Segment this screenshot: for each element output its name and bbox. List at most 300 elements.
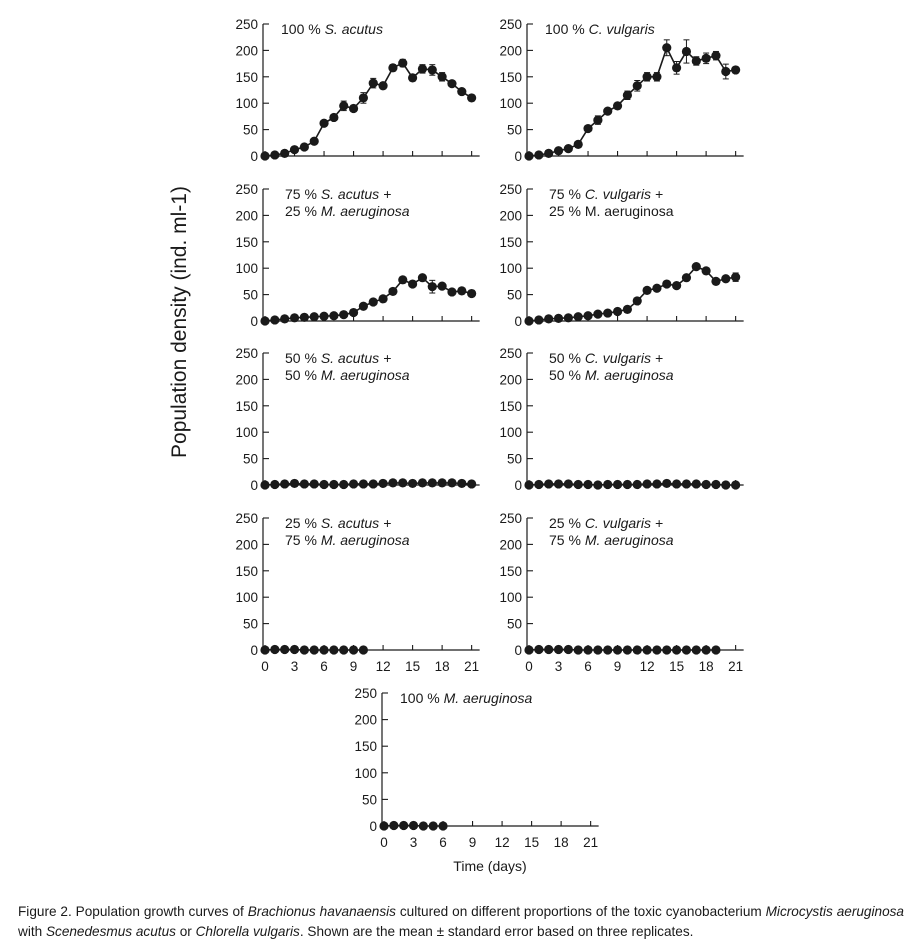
data-point bbox=[457, 286, 466, 295]
x-tick-label: 0 bbox=[380, 835, 388, 850]
data-point bbox=[369, 79, 378, 88]
data-point bbox=[398, 478, 407, 487]
x-tick-label: 9 bbox=[468, 835, 477, 850]
panel-label-line bbox=[549, 186, 663, 202]
x-tick-label: 0 bbox=[261, 659, 269, 674]
y-tick-label: 200 bbox=[235, 537, 258, 553]
data-point bbox=[300, 479, 309, 488]
x-tick-label: 6 bbox=[320, 659, 328, 674]
data-point bbox=[692, 479, 701, 488]
data-point bbox=[583, 645, 592, 654]
y-tick-label: 250 bbox=[235, 17, 258, 32]
data-point bbox=[613, 307, 622, 316]
data-point bbox=[574, 480, 583, 489]
data-point bbox=[623, 480, 632, 489]
panel-label-line bbox=[285, 203, 410, 219]
chart-panel-cv100 bbox=[499, 17, 743, 164]
panel-label-species: M. aeruginosa bbox=[584, 367, 674, 383]
data-point bbox=[389, 821, 398, 830]
data-point bbox=[652, 479, 661, 488]
y-tick-label: 50 bbox=[242, 616, 258, 632]
data-point bbox=[613, 480, 622, 489]
data-point bbox=[721, 480, 730, 489]
caption-italic-3: Scenedesmus acutus bbox=[45, 923, 176, 939]
data-point bbox=[310, 312, 319, 321]
data-point bbox=[329, 645, 338, 654]
y-tick-label: 100 bbox=[235, 261, 258, 277]
data-point bbox=[692, 262, 701, 271]
y-tick-label: 150 bbox=[235, 563, 258, 579]
data-point bbox=[429, 821, 438, 830]
data-point bbox=[408, 479, 417, 488]
panel-label-line bbox=[549, 367, 674, 383]
data-point bbox=[300, 645, 309, 654]
data-point bbox=[447, 478, 456, 487]
data-point bbox=[359, 93, 368, 102]
panel-label-percent: 25 % bbox=[549, 515, 585, 531]
data-point bbox=[554, 645, 563, 654]
data-point bbox=[702, 266, 711, 275]
data-point bbox=[280, 479, 289, 488]
data-point bbox=[369, 479, 378, 488]
panel-label-percent: 100 % bbox=[281, 21, 325, 37]
chart-panel-sa50 bbox=[235, 346, 479, 493]
y-tick-label: 50 bbox=[506, 616, 522, 632]
panel-label-line bbox=[549, 515, 663, 531]
data-point bbox=[329, 113, 338, 122]
data-point bbox=[702, 480, 711, 489]
y-tick-label: 100 bbox=[499, 261, 522, 277]
y-tick-label: 200 bbox=[499, 43, 522, 59]
data-point bbox=[662, 645, 671, 654]
data-point bbox=[544, 149, 553, 158]
data-point bbox=[564, 645, 573, 654]
data-point bbox=[652, 284, 661, 293]
data-point bbox=[378, 81, 387, 90]
data-point bbox=[300, 142, 309, 151]
x-tick-label: 12 bbox=[375, 659, 391, 674]
y-tick-label: 100 bbox=[499, 96, 522, 112]
data-point bbox=[329, 480, 338, 489]
x-tick-label: 15 bbox=[524, 835, 540, 850]
x-tick-label: 6 bbox=[584, 659, 592, 674]
data-point bbox=[260, 645, 269, 654]
caption-text-3: with bbox=[18, 923, 46, 939]
y-tick-label: 100 bbox=[235, 590, 258, 606]
data-point bbox=[711, 480, 720, 489]
data-point bbox=[349, 645, 358, 654]
data-point bbox=[642, 645, 651, 654]
data-point bbox=[369, 297, 378, 306]
data-point bbox=[731, 273, 740, 282]
y-tick-label: 200 bbox=[235, 43, 258, 59]
data-point bbox=[603, 107, 612, 116]
data-point bbox=[652, 645, 661, 654]
x-tick-label: 9 bbox=[349, 659, 358, 674]
panel-label-line bbox=[400, 690, 533, 706]
data-point bbox=[574, 140, 583, 149]
panel-label-line bbox=[281, 21, 383, 37]
y-tick-label: 250 bbox=[235, 511, 258, 526]
y-tick-label: 250 bbox=[499, 346, 522, 361]
x-tick-label: 18 bbox=[553, 835, 569, 850]
panel-label-percent: 50 % bbox=[285, 350, 321, 366]
data-point bbox=[534, 315, 543, 324]
y-tick-label: 50 bbox=[242, 287, 258, 303]
data-point bbox=[623, 305, 632, 314]
data-point bbox=[593, 480, 602, 489]
data-point bbox=[408, 279, 417, 288]
data-point bbox=[623, 645, 632, 654]
y-tick-label: 250 bbox=[499, 511, 522, 526]
y-tick-label: 0 bbox=[514, 643, 522, 658]
panel-label-percent: 75 % bbox=[549, 186, 585, 202]
chart-panel-ma100 bbox=[354, 686, 598, 850]
data-point bbox=[682, 479, 691, 488]
panel-label-percent: 25 % bbox=[285, 515, 321, 531]
panel-label-species: M. aeruginosa bbox=[584, 532, 674, 548]
data-point bbox=[438, 821, 447, 830]
data-point bbox=[409, 821, 418, 830]
y-tick-label: 0 bbox=[514, 149, 522, 164]
panel-label-species: C. vulgaris + bbox=[584, 350, 664, 366]
x-tick-label: 6 bbox=[439, 835, 447, 850]
data-point bbox=[682, 47, 691, 56]
data-point bbox=[603, 480, 612, 489]
data-point bbox=[418, 64, 427, 73]
data-point bbox=[662, 43, 671, 52]
data-point bbox=[711, 51, 720, 60]
chart-panel-sa25 bbox=[235, 511, 479, 674]
data-point bbox=[534, 480, 543, 489]
data-point bbox=[467, 479, 476, 488]
y-tick-label: 0 bbox=[369, 819, 377, 834]
x-tick-label: 3 bbox=[409, 835, 418, 850]
y-tick-label: 50 bbox=[361, 792, 377, 808]
data-point bbox=[388, 287, 397, 296]
caption-text-5: . Shown are the mean ± standard error based on three replicates. bbox=[299, 923, 694, 939]
panel-label-line bbox=[285, 186, 391, 202]
y-tick-label: 150 bbox=[499, 398, 522, 414]
y-tick-label: 100 bbox=[235, 96, 258, 112]
y-tick-label: 250 bbox=[235, 346, 258, 361]
data-point bbox=[310, 645, 319, 654]
data-point bbox=[554, 479, 563, 488]
x-tick-label: 21 bbox=[728, 659, 744, 674]
data-point bbox=[438, 478, 447, 487]
data-point bbox=[672, 479, 681, 488]
data-point bbox=[613, 101, 622, 110]
data-point bbox=[359, 645, 368, 654]
y-tick-label: 0 bbox=[250, 149, 258, 164]
panel-label-percent: M. aeruginosa bbox=[584, 203, 674, 219]
data-point bbox=[290, 145, 299, 154]
data-point bbox=[524, 480, 533, 489]
data-point bbox=[290, 645, 299, 654]
y-tick-label: 0 bbox=[250, 314, 258, 329]
y-tick-label: 150 bbox=[499, 563, 522, 579]
data-point bbox=[642, 72, 651, 81]
data-point bbox=[300, 313, 309, 322]
data-point bbox=[524, 645, 533, 654]
panel-label-species: S. acutus + bbox=[320, 186, 392, 202]
data-point bbox=[682, 273, 691, 282]
data-point bbox=[349, 308, 358, 317]
data-point bbox=[603, 645, 612, 654]
panel-label-species: S. acutus bbox=[324, 21, 383, 37]
data-point bbox=[672, 281, 681, 290]
panel-label-line bbox=[549, 532, 674, 548]
caption-text-4: or bbox=[175, 923, 196, 939]
panel-label-species: M. aeruginosa bbox=[320, 203, 410, 219]
data-point bbox=[524, 151, 533, 160]
data-point bbox=[524, 316, 533, 325]
data-point bbox=[711, 277, 720, 286]
data-point bbox=[349, 104, 358, 113]
data-point bbox=[388, 478, 397, 487]
data-point bbox=[731, 65, 740, 74]
data-point bbox=[583, 124, 592, 133]
data-point bbox=[554, 314, 563, 323]
data-point bbox=[633, 81, 642, 90]
y-tick-label: 250 bbox=[235, 182, 258, 197]
data-point bbox=[398, 275, 407, 284]
data-point bbox=[418, 478, 427, 487]
data-point bbox=[593, 115, 602, 124]
y-tick-label: 0 bbox=[514, 314, 522, 329]
y-tick-label: 100 bbox=[354, 765, 377, 781]
y-tick-label: 50 bbox=[506, 122, 522, 138]
data-point bbox=[613, 645, 622, 654]
data-point bbox=[419, 821, 428, 830]
panel-label-species: C. vulgaris bbox=[588, 21, 655, 37]
data-point bbox=[534, 150, 543, 159]
data-point bbox=[623, 91, 632, 100]
panel-label-line bbox=[285, 350, 391, 366]
data-point bbox=[564, 313, 573, 322]
x-tick-label: 0 bbox=[525, 659, 533, 674]
y-tick-label: 250 bbox=[499, 182, 522, 197]
data-point bbox=[260, 151, 269, 160]
panel-label-percent: 75 % bbox=[285, 532, 321, 548]
data-point bbox=[270, 645, 279, 654]
y-tick-label: 200 bbox=[499, 537, 522, 553]
panel-label-percent: 100 % bbox=[545, 21, 589, 37]
y-tick-label: 100 bbox=[499, 425, 522, 441]
data-point bbox=[399, 821, 408, 830]
panel-label-percent: 50 % bbox=[285, 367, 321, 383]
chart-panel-cv75 bbox=[499, 182, 743, 329]
panel-label-species: C. vulgaris + bbox=[584, 515, 664, 531]
y-tick-label: 150 bbox=[235, 234, 258, 250]
data-point bbox=[260, 316, 269, 325]
x-tick-label: 12 bbox=[639, 659, 655, 674]
data-point bbox=[574, 312, 583, 321]
panel-label-percent: 75 % bbox=[549, 532, 585, 548]
panel-label-species: S. acutus + bbox=[320, 350, 392, 366]
caption-text-1: Figure 2. Population growth curves of bbox=[18, 903, 248, 919]
panel-label-line bbox=[285, 367, 410, 383]
y-tick-label: 100 bbox=[499, 590, 522, 606]
data-point bbox=[702, 54, 711, 63]
data-point bbox=[339, 310, 348, 319]
data-point bbox=[564, 144, 573, 153]
data-point bbox=[633, 645, 642, 654]
data-point bbox=[652, 72, 661, 81]
data-point bbox=[359, 479, 368, 488]
data-point bbox=[672, 63, 681, 72]
x-tick-label: 12 bbox=[494, 835, 510, 850]
caption-italic-4: Chlorella vulgaris bbox=[195, 923, 300, 939]
data-point bbox=[428, 478, 437, 487]
data-point bbox=[438, 282, 447, 291]
data-point bbox=[544, 645, 553, 654]
x-axis-title: Time (days) bbox=[453, 858, 527, 874]
x-tick-label: 15 bbox=[405, 659, 421, 674]
data-point bbox=[329, 311, 338, 320]
panel-label-species: M. aeruginosa bbox=[320, 532, 410, 548]
panel-label-line bbox=[285, 515, 391, 531]
y-tick-label: 100 bbox=[235, 425, 258, 441]
data-point bbox=[702, 645, 711, 654]
data-point bbox=[290, 313, 299, 322]
panel-label-percent: 75 % bbox=[285, 186, 321, 202]
chart-panel-sa100 bbox=[235, 17, 479, 164]
y-tick-label: 150 bbox=[235, 69, 258, 85]
data-point bbox=[583, 311, 592, 320]
data-point bbox=[593, 645, 602, 654]
data-point bbox=[339, 480, 348, 489]
y-tick-label: 0 bbox=[250, 478, 258, 493]
data-point bbox=[319, 480, 328, 489]
data-point bbox=[359, 302, 368, 311]
y-tick-label: 250 bbox=[354, 686, 377, 701]
chart-panel-sa75 bbox=[235, 182, 479, 329]
x-tick-label: 21 bbox=[583, 835, 599, 850]
data-point bbox=[280, 314, 289, 323]
y-tick-label: 150 bbox=[499, 234, 522, 250]
data-point bbox=[662, 479, 671, 488]
x-tick-label: 18 bbox=[434, 659, 450, 674]
x-tick-label: 3 bbox=[290, 659, 299, 674]
data-point bbox=[270, 150, 279, 159]
panel-label-species: M. aeruginosa bbox=[320, 367, 410, 383]
x-tick-label: 18 bbox=[698, 659, 714, 674]
data-point bbox=[603, 308, 612, 317]
data-point bbox=[633, 296, 642, 305]
data-point bbox=[457, 479, 466, 488]
data-point bbox=[692, 56, 701, 65]
data-point bbox=[319, 119, 328, 128]
data-point bbox=[438, 72, 447, 81]
data-point bbox=[633, 480, 642, 489]
y-tick-label: 150 bbox=[354, 739, 377, 755]
panel-label-line bbox=[545, 21, 655, 37]
data-point bbox=[388, 63, 397, 72]
data-point bbox=[534, 645, 543, 654]
x-tick-label: 21 bbox=[464, 659, 480, 674]
data-point bbox=[270, 315, 279, 324]
data-point bbox=[290, 479, 299, 488]
data-point bbox=[319, 645, 328, 654]
data-point bbox=[682, 645, 691, 654]
caption-italic-2: Microcystis aeruginosa bbox=[765, 903, 904, 919]
data-point bbox=[731, 480, 740, 489]
data-point bbox=[349, 479, 358, 488]
chart-panel-cv50 bbox=[499, 346, 743, 493]
caption-italic-1: Brachionus havanaensis bbox=[247, 903, 396, 919]
data-point bbox=[310, 479, 319, 488]
y-tick-label: 50 bbox=[506, 287, 522, 303]
panel-label-percent: 25 % bbox=[549, 203, 585, 219]
y-tick-label: 150 bbox=[235, 398, 258, 414]
data-point bbox=[662, 279, 671, 288]
data-point bbox=[467, 289, 476, 298]
data-point bbox=[642, 286, 651, 295]
data-point bbox=[339, 101, 348, 110]
panel-label-species: C. vulgaris + bbox=[584, 186, 664, 202]
data-point bbox=[280, 645, 289, 654]
data-point bbox=[574, 645, 583, 654]
data-point bbox=[672, 645, 681, 654]
panel-label-percent: 100 % bbox=[400, 690, 444, 706]
y-tick-label: 0 bbox=[250, 643, 258, 658]
data-point bbox=[378, 294, 387, 303]
panel-label-percent: 25 % bbox=[285, 203, 321, 219]
data-point bbox=[260, 480, 269, 489]
y-tick-label: 200 bbox=[235, 208, 258, 224]
panel-label-species: M. aeruginosa bbox=[443, 690, 533, 706]
data-point bbox=[408, 73, 417, 82]
data-point bbox=[447, 287, 456, 296]
data-point bbox=[457, 87, 466, 96]
panel-label-percent: 50 % bbox=[549, 367, 585, 383]
y-tick-label: 50 bbox=[242, 122, 258, 138]
panel-label-line bbox=[549, 350, 663, 366]
y-tick-label: 250 bbox=[499, 17, 522, 32]
data-point bbox=[319, 312, 328, 321]
data-point bbox=[467, 93, 476, 102]
x-tick-label: 9 bbox=[613, 659, 622, 674]
data-point bbox=[339, 645, 348, 654]
y-tick-label: 150 bbox=[499, 69, 522, 85]
data-point bbox=[711, 645, 720, 654]
data-point bbox=[583, 480, 592, 489]
panel-label-line bbox=[549, 203, 674, 219]
data-point bbox=[428, 65, 437, 74]
panel-label-percent: 50 % bbox=[549, 350, 585, 366]
y-tick-label: 200 bbox=[499, 208, 522, 224]
y-tick-label: 200 bbox=[235, 372, 258, 388]
data-point bbox=[721, 67, 730, 76]
y-tick-label: 200 bbox=[499, 372, 522, 388]
y-axis-title: Population density (ind. ml-1) bbox=[168, 186, 191, 458]
data-point bbox=[593, 310, 602, 319]
data-point bbox=[564, 479, 573, 488]
y-tick-label: 50 bbox=[506, 451, 522, 467]
data-point bbox=[379, 821, 388, 830]
panel-label-species: S. acutus + bbox=[320, 515, 392, 531]
figure-caption bbox=[18, 902, 904, 942]
y-tick-label: 200 bbox=[354, 712, 377, 728]
data-point bbox=[544, 479, 553, 488]
data-point bbox=[692, 645, 701, 654]
data-point bbox=[398, 58, 407, 67]
data-point bbox=[642, 479, 651, 488]
data-point bbox=[270, 480, 279, 489]
data-point bbox=[428, 282, 437, 291]
caption-text-2: cultured on different proportions of the toxic cyanobacterium bbox=[395, 903, 766, 919]
